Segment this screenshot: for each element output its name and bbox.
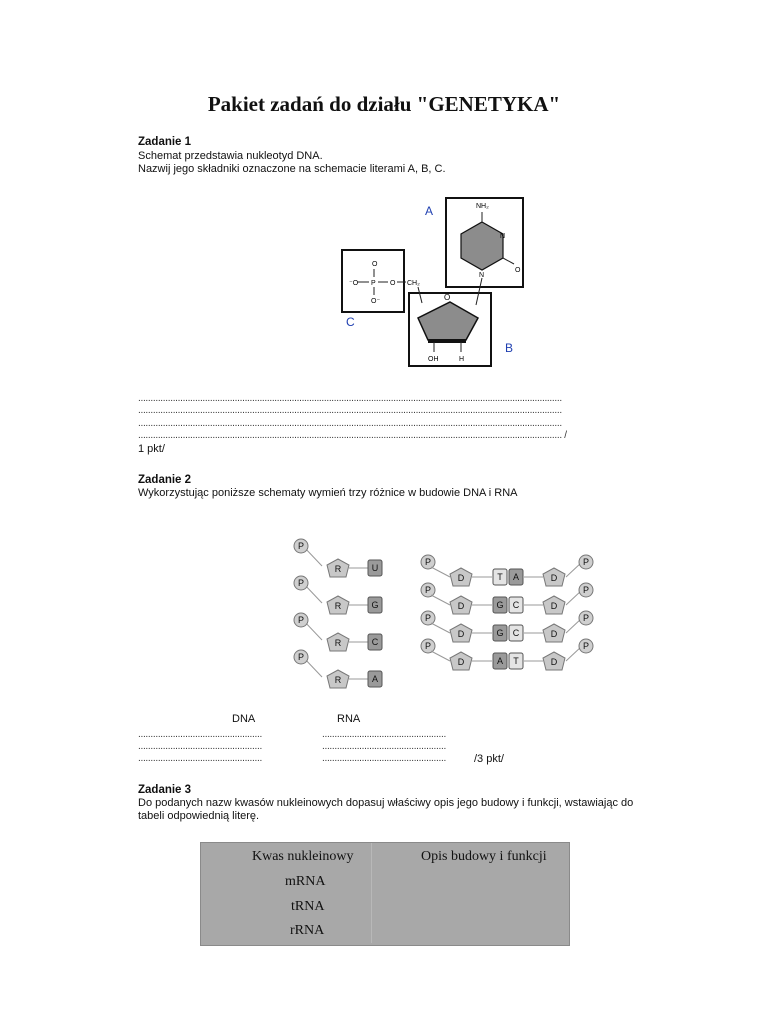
base-o: O xyxy=(515,267,521,274)
task1-text-2: Nazwij jego składniki oznaczone na schemacie literami A, B, C. xyxy=(138,163,446,175)
table-row-trna: tRNA xyxy=(291,899,325,914)
rna-base-2-label: C xyxy=(371,637,379,647)
dna-line-2: .................................................. xyxy=(138,741,262,752)
table-divider xyxy=(371,843,372,943)
label-a: A xyxy=(425,204,434,218)
rna-phosphate-0-label: P xyxy=(297,541,305,551)
dna-base-left-3-label: A xyxy=(496,656,504,666)
table-header-acid: Kwas nukleinowy xyxy=(252,849,354,864)
nucleic-acid-table xyxy=(200,842,570,946)
dna-left-phosphate-1-label: P xyxy=(424,585,432,595)
table-row-mrna: mRNA xyxy=(285,874,326,889)
dna-base-right-0-label: A xyxy=(512,572,520,582)
dna-left-phosphate-2-label: P xyxy=(424,613,432,623)
task1-text-1: Schemat przedstawia nukleotyd DNA. xyxy=(138,150,323,162)
dna-base-right-1-label: C xyxy=(512,600,520,610)
table-row-rrna: rRNA xyxy=(290,923,325,938)
rna-sugar-1-label: R xyxy=(334,601,342,611)
dna-base-left-1-label: G xyxy=(496,600,504,610)
phosphate-o-bottom: O⁻ xyxy=(371,298,381,305)
dna-left-sugar-0-label: D xyxy=(457,573,465,583)
dna-right-phosphate-2-label: P xyxy=(582,613,590,623)
dna-right-sugar-0-label: D xyxy=(550,573,558,583)
dna-left-phosphate-3-label: P xyxy=(424,641,432,651)
answer-line-2: ........................................................................................................................................................................... xyxy=(138,405,562,416)
rna-phosphate-2-label: P xyxy=(297,615,305,625)
phosphate-o-top: O xyxy=(372,261,378,268)
dna-right-sugar-1-label: D xyxy=(550,601,558,611)
table-header-desc: Opis budowy i funkcji xyxy=(421,849,547,864)
label-c: C xyxy=(346,315,355,329)
rna-base-1-label: G xyxy=(371,600,379,610)
dna-line-3: .................................................. xyxy=(138,753,262,764)
rna-base-0-label: U xyxy=(371,563,379,573)
rna-sugar-3-label: R xyxy=(334,675,342,685)
dna-left-backbone-2 xyxy=(431,623,450,633)
rna-line-3: .................................................. xyxy=(322,753,446,764)
answer-line-1: ........................................................................................................................................................................... xyxy=(138,393,562,404)
task2-points: /3 pkt/ xyxy=(474,753,504,765)
base-nh2: NH₂ xyxy=(476,203,489,210)
dna-left-backbone-3 xyxy=(431,651,450,661)
sugar-ring-o: O xyxy=(444,293,451,302)
task1-heading: Zadanie 1 xyxy=(138,136,192,148)
ch2-label: CH₂ xyxy=(407,280,420,287)
task1-points: 1 pkt/ xyxy=(138,443,165,455)
dna-base-right-3-label: T xyxy=(513,656,519,666)
dna-left-sugar-2-label: D xyxy=(457,629,465,639)
dna-right-phosphate-1-label: P xyxy=(582,585,590,595)
rna-sugar-2-label: R xyxy=(334,638,342,648)
task3-text-1: Do podanych nazw kwasów nukleinowych dopasuj właściwy opis jego budowy i funkcji, wstawiając do xyxy=(138,797,634,809)
dna-right-phosphate-0-label: P xyxy=(582,557,590,567)
rna-sugar-0-label: R xyxy=(334,564,342,574)
task2-instruction: Wykorzystując poniższe schematy wymień trzy różnice w budowie DNA i RNA xyxy=(138,487,518,499)
rna-line-1: .................................................. xyxy=(322,729,446,740)
phosphate-o-left: ⁻O xyxy=(349,280,359,287)
task2-heading: Zadanie 2 xyxy=(138,474,192,486)
rna-phosphate-1-label: P xyxy=(297,578,305,588)
col-rna: RNA xyxy=(337,713,361,725)
answer-line-4: ........................................................................................................................................................................... / xyxy=(138,430,567,441)
dna-left-backbone-0 xyxy=(431,567,450,577)
page-title: Pakiet zadań do działu "GENETYKA" xyxy=(207,92,561,116)
dna-base-left-0-label: T xyxy=(497,572,503,582)
phosphate-o-link: O xyxy=(390,280,396,287)
dna-left-backbone-1 xyxy=(431,595,450,605)
base-n2: N xyxy=(479,272,485,279)
task3-text-2: tabeli odpowiednią literę. xyxy=(138,810,260,822)
rna-phosphate-3-label: P xyxy=(297,652,305,662)
task3-heading: Zadanie 3 xyxy=(138,784,192,796)
dna-base-right-2-label: C xyxy=(512,628,520,638)
dna-right-sugar-2-label: D xyxy=(550,629,558,639)
dna-right-phosphate-3-label: P xyxy=(582,641,590,651)
phosphate-p: P xyxy=(371,280,376,287)
dna-left-sugar-1-label: D xyxy=(457,601,465,611)
base-n1: N xyxy=(500,233,506,240)
sugar-oh: OH xyxy=(428,356,439,363)
sugar-h: H xyxy=(459,356,465,363)
dna-left-sugar-3-label: D xyxy=(457,657,465,667)
col-dna: DNA xyxy=(232,713,256,725)
rna-base-3-label: A xyxy=(371,674,379,684)
dna-base-left-2-label: G xyxy=(496,628,504,638)
dna-left-phosphate-0-label: P xyxy=(424,557,432,567)
dna-right-sugar-3-label: D xyxy=(550,657,558,667)
label-b: B xyxy=(505,341,514,355)
dna-line-1: .................................................. xyxy=(138,729,262,740)
answer-line-3: ........................................................................................................................................................................... xyxy=(138,418,562,429)
rna-line-2: .................................................. xyxy=(322,741,446,752)
